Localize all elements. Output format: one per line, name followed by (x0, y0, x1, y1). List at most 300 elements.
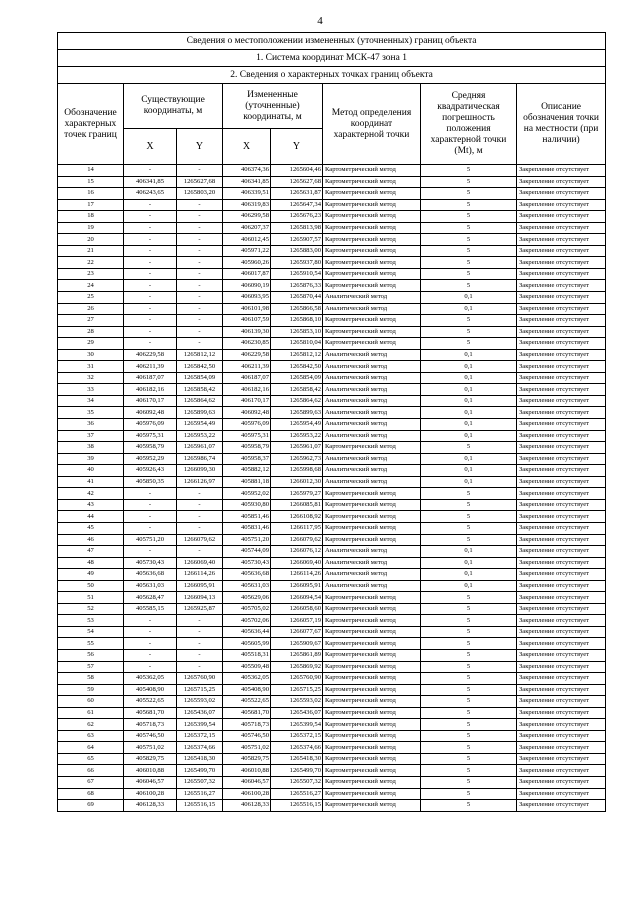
cell-method: Картометрический метод (323, 522, 421, 534)
table-row (58, 176, 606, 188)
cell-point-id: 47 (58, 546, 124, 558)
cell-error: 5 (421, 592, 517, 604)
cell-method: Аналитический метод (323, 476, 421, 488)
cell-error: 5 (421, 753, 517, 765)
cell-point-id: 50 (58, 580, 124, 592)
cell-error: 0,1 (421, 395, 517, 407)
cell-error: 5 (421, 188, 517, 200)
cell-changed-x: 405952,02 (223, 488, 271, 500)
cell-method: Картометрический метод (323, 673, 421, 685)
table-row (58, 372, 606, 384)
cell-changed-x: 406341,85 (223, 176, 271, 188)
cell-existing-y: 1266114,26 (177, 569, 223, 581)
table-row (58, 592, 606, 604)
cell-existing-y: 1266099,30 (177, 465, 223, 477)
cell-changed-y: 1265372,15 (271, 730, 323, 742)
table-row (58, 453, 606, 465)
cell-existing-y: 1265812,12 (177, 349, 223, 361)
cell-changed-y: 1265868,10 (271, 315, 323, 327)
cell-existing-x: 406229,58 (124, 349, 177, 361)
cell-method: Картометрический метод (323, 753, 421, 765)
cell-changed-y: 1265937,80 (271, 257, 323, 269)
cell-changed-y: 1266094,54 (271, 592, 323, 604)
cell-changed-y: 1265961,07 (271, 442, 323, 454)
cell-method: Картометрический метод (323, 626, 421, 638)
table-row (58, 395, 606, 407)
cell-error: 0,1 (421, 476, 517, 488)
table-row (58, 234, 606, 246)
table-row (58, 511, 606, 523)
cell-description: Закрепление отсутствует (517, 361, 606, 373)
points-section-heading: 2. Сведения о характерных точках границ объекта (58, 67, 606, 84)
cell-description: Закрепление отсутствует (517, 384, 606, 396)
cell-error: 0,1 (421, 303, 517, 315)
cell-point-id: 21 (58, 245, 124, 257)
cell-existing-y: - (177, 338, 223, 350)
table-row (58, 707, 606, 719)
cell-point-id: 55 (58, 638, 124, 650)
cell-existing-x: 405631,03 (124, 580, 177, 592)
table-row (58, 419, 606, 431)
cell-existing-x: - (124, 499, 177, 511)
cell-changed-x: 406093,95 (223, 292, 271, 304)
cell-error: 0,1 (421, 407, 517, 419)
cell-error: 5 (421, 234, 517, 246)
cell-point-id: 54 (58, 626, 124, 638)
cell-existing-x: 405829,75 (124, 753, 177, 765)
cell-existing-x: 406182,16 (124, 384, 177, 396)
cell-method: Картометрический метод (323, 511, 421, 523)
cell-description: Закрепление отсутствует (517, 765, 606, 777)
cell-method: Аналитический метод (323, 546, 421, 558)
table-row (58, 603, 606, 615)
cell-point-id: 34 (58, 395, 124, 407)
cell-existing-y: 1266094,13 (177, 592, 223, 604)
cell-changed-y: 1265854,09 (271, 372, 323, 384)
cell-error: 0,1 (421, 419, 517, 431)
cell-existing-y: - (177, 199, 223, 211)
cell-existing-x: 406187,07 (124, 372, 177, 384)
cell-point-id: 24 (58, 280, 124, 292)
table-row (58, 165, 606, 177)
cell-point-id: 67 (58, 776, 124, 788)
cell-point-id: 45 (58, 522, 124, 534)
cell-point-id: 62 (58, 719, 124, 731)
cell-existing-x: - (124, 338, 177, 350)
cell-existing-y: - (177, 499, 223, 511)
table-row (58, 465, 606, 477)
table-row (58, 199, 606, 211)
cell-method: Картометрический метод (323, 730, 421, 742)
cell-changed-x: 405851,46 (223, 511, 271, 523)
table-row (58, 384, 606, 396)
cell-point-id: 26 (58, 303, 124, 315)
cell-changed-y: 1265883,00 (271, 245, 323, 257)
cell-changed-x: 405636,44 (223, 626, 271, 638)
cell-method: Аналитический метод (323, 453, 421, 465)
cell-method: Аналитический метод (323, 395, 421, 407)
cell-method: Аналитический метод (323, 580, 421, 592)
cell-error: 5 (421, 488, 517, 500)
cell-description: Закрепление отсутствует (517, 419, 606, 431)
cell-existing-y: 1265986,74 (177, 453, 223, 465)
cell-existing-x: - (124, 326, 177, 338)
cell-description: Закрепление отсутствует (517, 165, 606, 177)
cell-changed-x: 406090,19 (223, 280, 271, 292)
cell-changed-x: 406012,45 (223, 234, 271, 246)
cell-point-id: 32 (58, 372, 124, 384)
cell-description: Закрепление отсутствует (517, 453, 606, 465)
table-row (58, 188, 606, 200)
cell-method: Картометрический метод (323, 268, 421, 280)
cell-changed-y: 1265998,68 (271, 465, 323, 477)
cell-changed-x: 405881,18 (223, 476, 271, 488)
cell-error: 5 (421, 638, 517, 650)
table-row (58, 649, 606, 661)
cell-changed-x: 406319,83 (223, 199, 271, 211)
cell-changed-y: 1265516,15 (271, 800, 323, 812)
cell-method: Картометрический метод (323, 707, 421, 719)
cell-changed-y: 1265812,12 (271, 349, 323, 361)
cell-existing-x: - (124, 199, 177, 211)
cell-changed-y: 1265715,25 (271, 684, 323, 696)
coordinate-system-heading: 1. Система координат МСК-47 зона 1 (58, 50, 606, 67)
cell-error: 0,1 (421, 384, 517, 396)
table-row (58, 315, 606, 327)
cell-point-id: 65 (58, 753, 124, 765)
cell-method: Картометрический метод (323, 800, 421, 812)
cell-changed-y: 1266117,95 (271, 522, 323, 534)
cell-existing-y: - (177, 165, 223, 177)
cell-existing-x: 405958,79 (124, 442, 177, 454)
cell-changed-x: 405975,31 (223, 430, 271, 442)
cell-description: Закрепление отсутствует (517, 188, 606, 200)
cell-point-id: 33 (58, 384, 124, 396)
cell-point-id: 29 (58, 338, 124, 350)
cell-existing-x: - (124, 615, 177, 627)
cell-existing-y: - (177, 488, 223, 500)
cell-changed-x: 406299,58 (223, 211, 271, 223)
cell-error: 5 (421, 245, 517, 257)
cell-changed-y: 1265979,27 (271, 488, 323, 500)
cell-error: 5 (421, 522, 517, 534)
cell-method: Картометрический метод (323, 245, 421, 257)
cell-method: Картометрический метод (323, 222, 421, 234)
cell-existing-y: - (177, 303, 223, 315)
cell-existing-x: - (124, 245, 177, 257)
cell-point-id: 59 (58, 684, 124, 696)
cell-existing-x: - (124, 222, 177, 234)
col-header-point: Обозначение характерных точек границ (58, 84, 124, 165)
cell-existing-x: - (124, 292, 177, 304)
table-row (58, 338, 606, 350)
table-row (58, 476, 606, 488)
cell-point-id: 35 (58, 407, 124, 419)
cell-method: Аналитический метод (323, 465, 421, 477)
cell-error: 5 (421, 511, 517, 523)
cell-changed-x: 406101,98 (223, 303, 271, 315)
cell-error: 0,1 (421, 453, 517, 465)
cell-description: Закрепление отсутствует (517, 569, 606, 581)
cell-method: Аналитический метод (323, 361, 421, 373)
cell-changed-y: 1265909,67 (271, 638, 323, 650)
col-header-existing-x: X (124, 129, 177, 165)
cell-changed-y: 1265864,62 (271, 395, 323, 407)
cell-changed-x: 405971,22 (223, 245, 271, 257)
cell-changed-x: 405509,48 (223, 661, 271, 673)
cell-existing-y: 1265899,63 (177, 407, 223, 419)
cell-changed-y: 1265516,27 (271, 788, 323, 800)
cell-point-id: 38 (58, 442, 124, 454)
cell-existing-y: 1266126,97 (177, 476, 223, 488)
cell-description: Закрепление отсутствует (517, 476, 606, 488)
table-row (58, 211, 606, 223)
cell-existing-y: 1265627,68 (177, 176, 223, 188)
cell-existing-x: - (124, 257, 177, 269)
cell-error: 5 (421, 257, 517, 269)
cell-method: Картометрический метод (323, 649, 421, 661)
cell-changed-y: 1266076,12 (271, 546, 323, 558)
cell-description: Закрепление отсутствует (517, 730, 606, 742)
table-row (58, 765, 606, 777)
cell-method: Картометрический метод (323, 661, 421, 673)
cell-changed-x: 406207,37 (223, 222, 271, 234)
cell-error: 5 (421, 673, 517, 685)
table-row (58, 753, 606, 765)
table-row (58, 742, 606, 754)
cell-error: 5 (421, 730, 517, 742)
cell-existing-x: - (124, 211, 177, 223)
cell-method: Картометрический метод (323, 684, 421, 696)
cell-description: Закрепление отсутствует (517, 280, 606, 292)
cell-changed-x: 406107,59 (223, 315, 271, 327)
cell-description: Закрепление отсутствует (517, 326, 606, 338)
cell-changed-x: 405702,06 (223, 615, 271, 627)
cell-error: 5 (421, 222, 517, 234)
cell-error: 0,1 (421, 546, 517, 558)
cell-method: Картометрический метод (323, 788, 421, 800)
cell-changed-y: 1266079,62 (271, 534, 323, 546)
table-row (58, 684, 606, 696)
col-header-changed: Измененные (уточненные) координаты, м (223, 84, 323, 129)
cell-method: Аналитический метод (323, 292, 421, 304)
table-row (58, 626, 606, 638)
cell-changed-y: 1265374,66 (271, 742, 323, 754)
cell-existing-y: - (177, 245, 223, 257)
table-row (58, 245, 606, 257)
cell-method: Аналитический метод (323, 569, 421, 581)
cell-point-id: 31 (58, 361, 124, 373)
col-header-existing-y: Y (177, 129, 223, 165)
cell-existing-x: - (124, 546, 177, 558)
table-title: Сведения о местоположении измененных (уточненных) границ объекта (58, 33, 606, 50)
cell-description: Закрепление отсутствует (517, 211, 606, 223)
cell-changed-y: 1265507,32 (271, 776, 323, 788)
cell-existing-x: 405681,70 (124, 707, 177, 719)
cell-existing-y: 1265961,07 (177, 442, 223, 454)
table-row (58, 788, 606, 800)
cell-existing-y: - (177, 222, 223, 234)
cell-method: Аналитический метод (323, 419, 421, 431)
cell-error: 0,1 (421, 557, 517, 569)
cell-changed-y: 1265869,92 (271, 661, 323, 673)
cell-description: Закрепление отсутствует (517, 407, 606, 419)
cell-changed-x: 405829,75 (223, 753, 271, 765)
cell-method: Картометрический метод (323, 603, 421, 615)
cell-description: Закрепление отсутствует (517, 592, 606, 604)
cell-point-id: 61 (58, 707, 124, 719)
cell-point-id: 27 (58, 315, 124, 327)
cell-existing-y: 1265399,54 (177, 719, 223, 731)
table-row (58, 430, 606, 442)
cell-changed-x: 406339,51 (223, 188, 271, 200)
col-header-description: Описание обозначения точки на местности (при наличии) (517, 84, 606, 165)
table-row (58, 326, 606, 338)
cell-changed-y: 1266077,67 (271, 626, 323, 638)
cell-point-id: 37 (58, 430, 124, 442)
cell-error: 5 (421, 661, 517, 673)
cell-changed-x: 405629,06 (223, 592, 271, 604)
cell-changed-x: 405958,79 (223, 442, 271, 454)
cell-changed-x: 406010,88 (223, 765, 271, 777)
cell-error: 0,1 (421, 361, 517, 373)
cell-error: 5 (421, 268, 517, 280)
cell-changed-y: 1265418,30 (271, 753, 323, 765)
cell-existing-x: 406341,85 (124, 176, 177, 188)
cell-existing-y: 1265418,30 (177, 753, 223, 765)
cell-error: 5 (421, 800, 517, 812)
table-row (58, 407, 606, 419)
cell-error: 5 (421, 707, 517, 719)
cell-method: Картометрический метод (323, 638, 421, 650)
cell-method: Аналитический метод (323, 557, 421, 569)
cell-point-id: 17 (58, 199, 124, 211)
cell-existing-y: 1265842,50 (177, 361, 223, 373)
cell-changed-x: 405522,65 (223, 696, 271, 708)
cell-point-id: 69 (58, 800, 124, 812)
cell-existing-y: 1266069,40 (177, 557, 223, 569)
cell-method: Картометрический метод (323, 234, 421, 246)
cell-existing-x: 405718,73 (124, 719, 177, 731)
cell-point-id: 64 (58, 742, 124, 754)
cell-changed-x: 406211,39 (223, 361, 271, 373)
cell-changed-y: 1265604,46 (271, 165, 323, 177)
cell-changed-y: 1266108,92 (271, 511, 323, 523)
cell-existing-y: - (177, 511, 223, 523)
cell-existing-x: 405751,02 (124, 742, 177, 754)
cell-changed-x: 405408,90 (223, 684, 271, 696)
cell-existing-y: - (177, 649, 223, 661)
cell-description: Закрепление отсутствует (517, 234, 606, 246)
cell-changed-x: 405882,12 (223, 465, 271, 477)
cell-method: Аналитический метод (323, 303, 421, 315)
table-row (58, 673, 606, 685)
cell-existing-y: 1265858,42 (177, 384, 223, 396)
cell-description: Закрепление отсутствует (517, 338, 606, 350)
cell-description: Закрепление отсутствует (517, 511, 606, 523)
cell-existing-x: 406170,17 (124, 395, 177, 407)
cell-method: Картометрический метод (323, 188, 421, 200)
cell-error: 5 (421, 776, 517, 788)
cell-existing-x: 405952,29 (124, 453, 177, 465)
cell-changed-x: 406374,36 (223, 165, 271, 177)
table-row (58, 522, 606, 534)
cell-changed-y: 1265593,02 (271, 696, 323, 708)
cell-existing-y: - (177, 315, 223, 327)
cell-description: Закрепление отсутствует (517, 580, 606, 592)
cell-description: Закрепление отсутствует (517, 257, 606, 269)
cell-existing-x: 405850,35 (124, 476, 177, 488)
table-row (58, 303, 606, 315)
cell-existing-x: - (124, 268, 177, 280)
cell-method: Картометрический метод (323, 615, 421, 627)
cell-error: 0,1 (421, 292, 517, 304)
table-row (58, 557, 606, 569)
cell-description: Закрепление отсутствует (517, 430, 606, 442)
cell-changed-y: 1265876,33 (271, 280, 323, 292)
cell-changed-x: 406229,58 (223, 349, 271, 361)
cell-changed-y: 1266057,19 (271, 615, 323, 627)
cell-point-id: 14 (58, 165, 124, 177)
cell-point-id: 20 (58, 234, 124, 246)
cell-existing-y: 1265516,27 (177, 788, 223, 800)
cell-method: Картометрический метод (323, 742, 421, 754)
cell-changed-y: 1265499,70 (271, 765, 323, 777)
cell-changed-y: 1265953,22 (271, 430, 323, 442)
cell-error: 5 (421, 534, 517, 546)
table-row (58, 696, 606, 708)
cell-existing-x: 406211,39 (124, 361, 177, 373)
cell-point-id: 39 (58, 453, 124, 465)
cell-changed-x: 405751,20 (223, 534, 271, 546)
cell-method: Картометрический метод (323, 499, 421, 511)
cell-point-id: 41 (58, 476, 124, 488)
cell-changed-x: 405730,43 (223, 557, 271, 569)
cell-error: 5 (421, 499, 517, 511)
cell-changed-x: 406128,33 (223, 800, 271, 812)
cell-description: Закрепление отсутствует (517, 522, 606, 534)
table-row (58, 615, 606, 627)
cell-existing-y: 1266095,91 (177, 580, 223, 592)
cell-point-id: 18 (58, 211, 124, 223)
cell-existing-y: - (177, 257, 223, 269)
table-row (58, 292, 606, 304)
cell-existing-x: 405926,43 (124, 465, 177, 477)
cell-description: Закрепление отсутствует (517, 546, 606, 558)
cell-point-id: 48 (58, 557, 124, 569)
cell-existing-y: - (177, 661, 223, 673)
cell-error: 5 (421, 603, 517, 615)
cell-existing-x: 406010,88 (124, 765, 177, 777)
table-row (58, 776, 606, 788)
cell-existing-y: - (177, 326, 223, 338)
cell-existing-x: 405751,20 (124, 534, 177, 546)
cell-existing-y: - (177, 546, 223, 558)
cell-changed-y: 1265676,23 (271, 211, 323, 223)
table-row (58, 534, 606, 546)
cell-point-id: 56 (58, 649, 124, 661)
cell-existing-x: - (124, 315, 177, 327)
cell-description: Закрепление отсутствует (517, 488, 606, 500)
cell-error: 5 (421, 649, 517, 661)
cell-point-id: 66 (58, 765, 124, 777)
cell-description: Закрепление отсутствует (517, 696, 606, 708)
cell-point-id: 22 (58, 257, 124, 269)
cell-changed-y: 1265954,49 (271, 419, 323, 431)
cell-changed-y: 1266012,30 (271, 476, 323, 488)
cell-changed-y: 1266114,26 (271, 569, 323, 581)
cell-point-id: 46 (58, 534, 124, 546)
